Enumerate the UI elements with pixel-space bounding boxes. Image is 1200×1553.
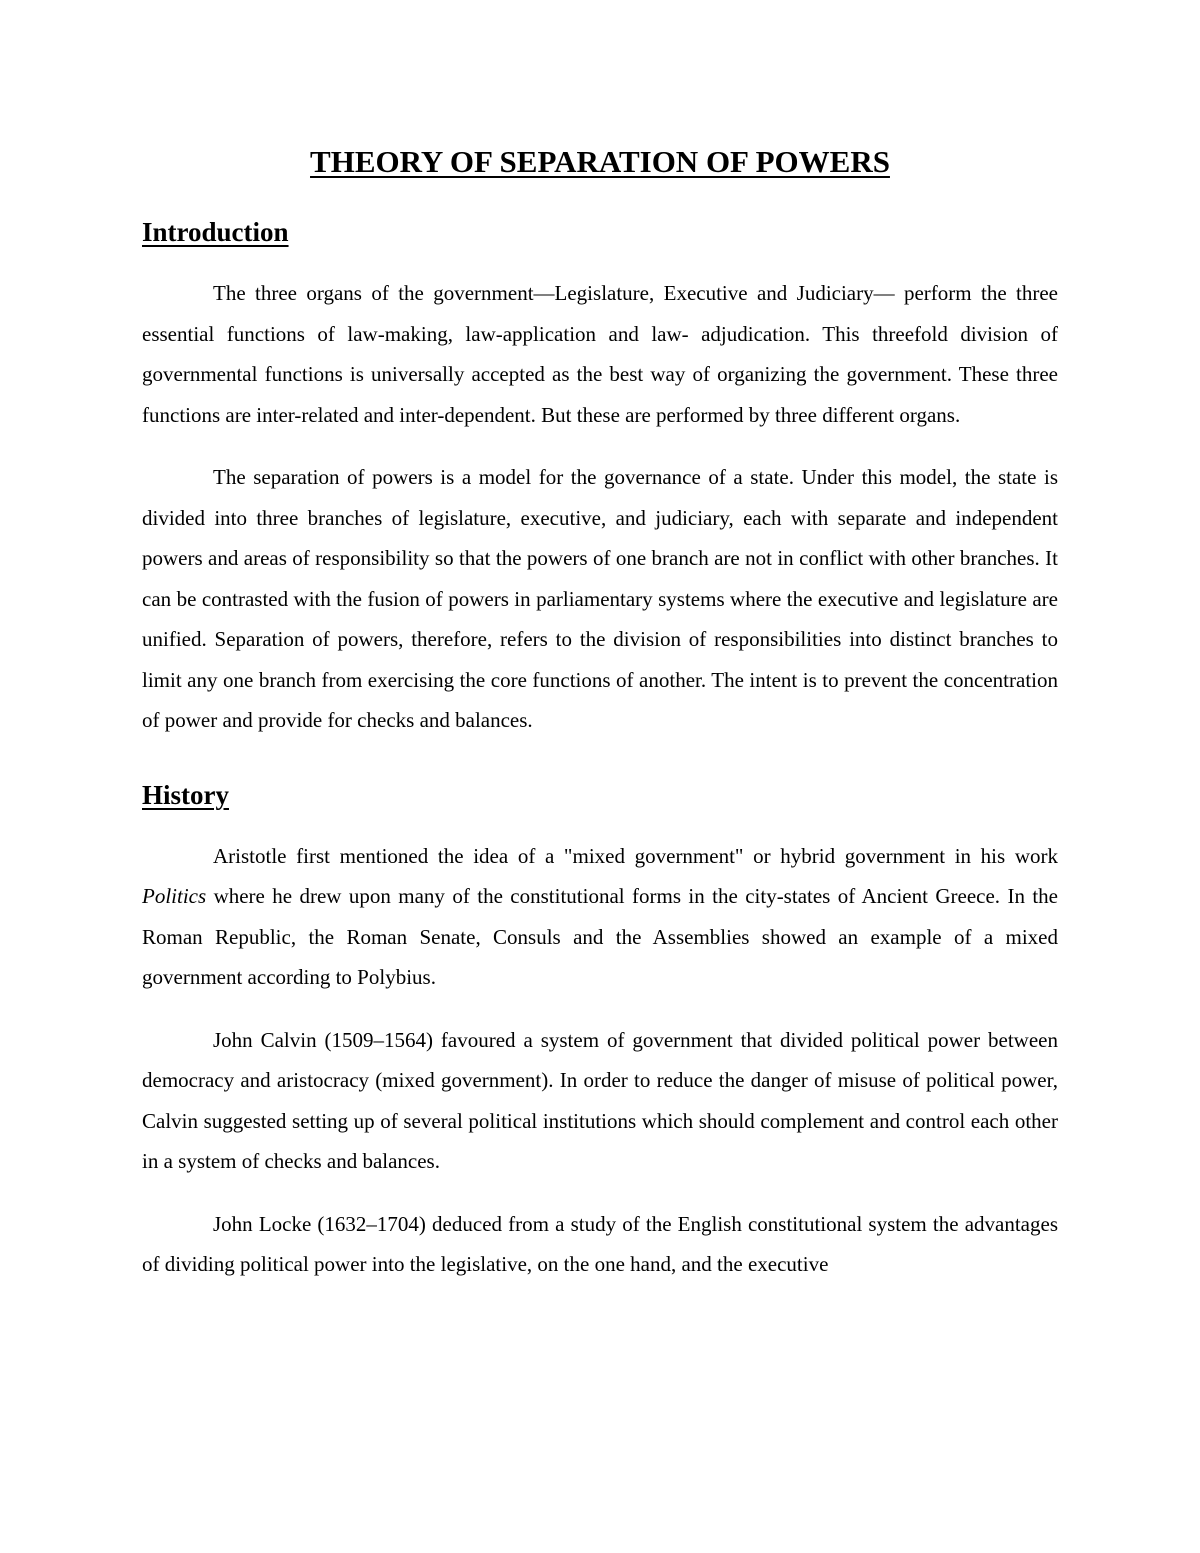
history-paragraph-locke: John Locke (1632–1704) deduced from a study of the English constitutional system the advantages of dividing political power into the legislative, on the one hand, and the executive bbox=[142, 1211, 1058, 1276]
introduction-heading: Introduction bbox=[142, 217, 289, 247]
history-paragraph-calvin: John Calvin (1509–1564) favoured a system of government that divided political power between democracy and aristocracy (mixed government). In order to reduce the danger of misuse of political power, Calvin suggested setting up of several political institutions which should complement and control each other in a system of checks and balances. bbox=[142, 1027, 1058, 1173]
document-body bbox=[142, 140, 1058, 1285]
introduction-paragraph-1: The three organs of the government—Legislature, Executive and Judiciary— perform the three essential functions of law-making, law-application and law- adjudication. This threefold division of governmental functions is universally accepted as the best way of organizing the government. These three functions are inter-related and inter-dependent. But these are performed by three different organs. bbox=[142, 281, 1058, 427]
politics-work-title: Politics bbox=[142, 884, 207, 908]
aristotle-text-end: where he drew upon many of the constitutional forms in the city-states of Ancient Greece. In the Roman Republic, the Roman Senate, Consuls and the Assemblies showed an example of a mixed government according to Polybius. bbox=[142, 884, 1058, 989]
aristotle-text-start: Aristotle first mentioned the idea of a "mixed government" or hybrid government in his work bbox=[213, 843, 1058, 868]
document-title: THEORY OF SEPARATION OF POWERS bbox=[310, 144, 890, 179]
introduction-paragraph-2: The separation of powers is a model for the governance of a state. Under this model, the state is divided into three branches of legislature, executive, and judiciary, each with separate and independent powers and areas of responsibility so that the powers of one branch are not in conflict with other branches. It can be contrasted with the fusion of powers in parliamentary systems where the executive and legislature are unified. Separation of powers, therefore, refers to the division of responsibilities into distinct branches to limit any one branch from exercising the core functions of another. The intent is to prevent the concentration of power and provide for checks and balances. bbox=[142, 465, 1058, 732]
history-heading: History bbox=[142, 779, 229, 810]
history-paragraph-aristotle bbox=[142, 836, 1058, 998]
